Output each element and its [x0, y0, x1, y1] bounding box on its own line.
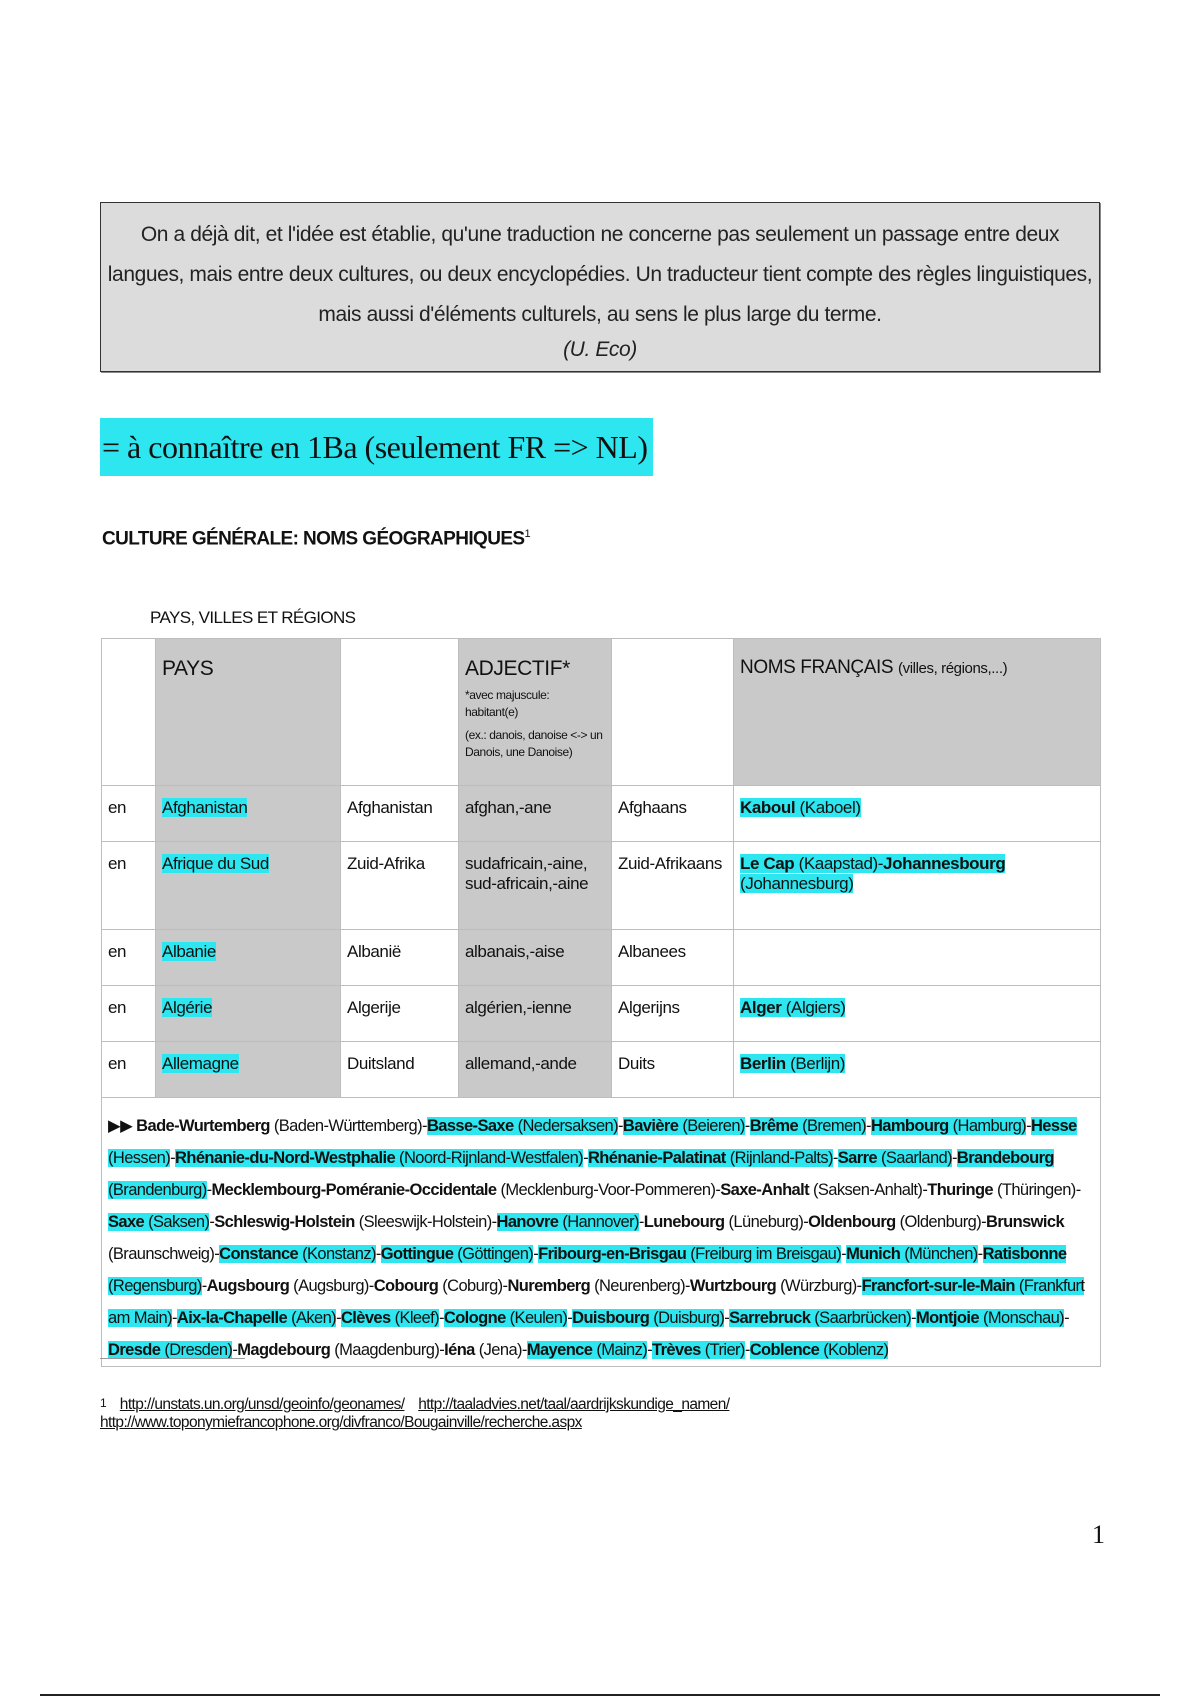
region-item — [219, 1245, 376, 1263]
region-item — [623, 1117, 745, 1135]
footnote — [100, 1396, 1200, 1432]
region-name-fr: Aix-la-Chapelle — [176, 1309, 288, 1327]
cell-pays-text: Afghanistan — [162, 798, 248, 817]
city-name — [740, 1054, 845, 1073]
region-item — [808, 1213, 981, 1231]
region-name-fr: Ratisbonne — [982, 1245, 1067, 1263]
region-name-nl: (Saksen) — [148, 1213, 210, 1231]
cell-prep-text: en — [108, 1054, 127, 1073]
cell-pays-nl-text: Algerije — [347, 998, 401, 1017]
section-title — [102, 528, 530, 550]
region-name-nl: (Göttingen) — [457, 1245, 534, 1263]
region-item — [341, 1309, 439, 1327]
city-name-nl: (Johannesburg) — [740, 874, 854, 893]
cell-pays — [156, 842, 341, 930]
region-item — [381, 1245, 533, 1263]
region-name-nl: (Konstanz) — [302, 1245, 376, 1263]
region-name-nl: (Hessen) — [108, 1149, 171, 1167]
footnote-link-unstats[interactable]: http://unstats.un.org/unsd/geoinfo/geonames/ — [119, 1396, 405, 1413]
header-adjectif — [459, 639, 612, 786]
city-name — [740, 998, 845, 1017]
cell-pays-text: Albanie — [162, 942, 216, 961]
city-name-fr: Alger — [740, 998, 782, 1017]
region-item — [136, 1117, 422, 1135]
cell-adjectif — [459, 986, 612, 1042]
region-name-fr: Bavière — [622, 1117, 679, 1135]
cell-pays-text: Afrique du Sud — [162, 854, 269, 873]
footnote-ref[interactable]: 1 — [524, 528, 530, 540]
cell-adjectif-text: algérien,-ienne — [465, 998, 572, 1017]
header-adjectif-nl — [612, 639, 734, 786]
cell-pays — [156, 930, 341, 986]
cell-adjectif-nl — [612, 1042, 734, 1098]
region-name-nl: (Saarbrücken) — [814, 1309, 912, 1327]
region-item — [538, 1245, 841, 1263]
cell-noms — [734, 1042, 1101, 1098]
cell-pays-nl-text: Albanië — [347, 942, 401, 961]
table-row — [102, 786, 1101, 842]
page-bottom-rule — [40, 1694, 1160, 1696]
region-item — [916, 1309, 1064, 1327]
region-name-nl: (Augsburg) — [293, 1277, 369, 1295]
region-item — [729, 1309, 911, 1327]
region-name-fr: Duisbourg — [572, 1309, 650, 1327]
table-row — [102, 1042, 1101, 1098]
cell-prep-text: en — [108, 854, 127, 873]
table-row — [102, 930, 1101, 986]
region-name-fr: Cologne — [443, 1309, 506, 1327]
region-item — [838, 1149, 952, 1167]
region-name-nl: (München) — [904, 1245, 978, 1263]
region-name-nl: (Saarland) — [880, 1149, 953, 1167]
region-name-fr: Schleswig-Holstein — [214, 1213, 355, 1231]
cell-prep-text: en — [108, 798, 127, 817]
region-name-fr: Hambourg — [870, 1117, 949, 1135]
cell-adjectif-nl-text: Zuid-Afrikaans — [618, 854, 722, 873]
city-name-fr: Berlin — [740, 1054, 786, 1073]
footnote-link-taaladvies[interactable]: http://taaladvies.net/taal/aardrijkskundige_namen/ — [418, 1396, 730, 1413]
region-name-fr: Nuremberg — [507, 1277, 591, 1295]
cell-pays — [156, 786, 341, 842]
region-item — [690, 1277, 857, 1295]
region-item — [846, 1245, 978, 1263]
footnote-link-toponymie[interactable]: http://www.toponymiefrancophone.org/divfranco/Bougainville/recherche.aspx — [100, 1414, 582, 1431]
region-name-nl: (Bremen) — [802, 1117, 867, 1135]
region-item — [720, 1181, 922, 1199]
region-item — [927, 1181, 1075, 1199]
cell-adjectif-text: afghan,-ane — [465, 798, 552, 817]
cell-pays — [156, 1042, 341, 1098]
region-item — [572, 1309, 724, 1327]
region-name-nl: (Koblenz) — [823, 1341, 889, 1359]
region-item — [108, 1213, 209, 1231]
city-name-fr: Le Cap — [740, 854, 795, 873]
cell-adjectif-nl-text: Duits — [618, 1054, 655, 1073]
region-name-nl: (Beieren) — [682, 1117, 745, 1135]
city-name-nl: (Kaboel) — [799, 798, 861, 817]
region-name-fr: Munich — [846, 1245, 901, 1263]
city-name-nl: (Kaapstad) — [798, 854, 878, 873]
subsection-title: PAYS, VILLES ET RÉGIONS — [150, 608, 356, 627]
region-name-nl: (Lüneburg) — [728, 1213, 804, 1231]
region-item — [237, 1341, 439, 1359]
region-name-fr: Sarre — [837, 1149, 877, 1167]
region-name-fr: Mecklembourg-Poméranie-Occidentale — [211, 1181, 497, 1199]
cell-pays-text: Allemagne — [162, 1054, 239, 1073]
footnote-rule — [100, 1358, 245, 1359]
quote-box — [100, 202, 1100, 372]
city-name-fr: Kaboul — [740, 798, 796, 817]
region-name-fr: Hesse — [1030, 1117, 1077, 1135]
region-item — [750, 1341, 889, 1359]
region-name-nl: (Trier) — [704, 1341, 745, 1359]
cell-pays — [156, 986, 341, 1042]
page-number: 1 — [1092, 1520, 1105, 1549]
region-name-fr: Francfort-sur-le-Main — [861, 1277, 1015, 1295]
region-name-nl: (Regensburg) — [108, 1277, 202, 1295]
region-item — [207, 1277, 369, 1295]
header-pays-nl — [341, 639, 459, 786]
cell-noms — [734, 986, 1101, 1042]
region-item — [214, 1213, 491, 1231]
region-name-nl: (Jena) — [478, 1341, 522, 1359]
city-name-fr: Johannesbourg — [883, 854, 1006, 873]
quote-author: (U. Eco) — [563, 338, 637, 361]
region-name-nl: (Maagdenburg) — [334, 1341, 440, 1359]
region-name-fr: Rhénanie-Palatinat — [587, 1149, 726, 1167]
region-name-fr: Fribourg-en-Brisgau — [538, 1245, 687, 1263]
region-name-nl: (Brandenburg) — [108, 1181, 207, 1199]
region-item — [444, 1341, 522, 1359]
region-name-fr: Iéna — [444, 1341, 475, 1359]
regions-list: Bade-Wurtemberg (Baden-Württemberg)-Basse-Saxe (Nedersaksen)-Bavière (Beieren)-Brême (Bremen)-Hambourg (Hamburg)-Hesse (Hessen)-Rhénanie-du-Nord-Westphalie (Noord-Rijnland-Westfalen)-Rhénanie-Palatinat (Rijnland-Palts)-Sarre (Saarland)-Brandebourg (Brandenburg)-Mecklembourg-Poméranie-Occidentale (Mecklenburg-Voor-Pommeren)-Saxe-Anhalt (Saksen-Anhalt)-Thuringe (Thüringen)-Saxe (Saksen)-Schleswig-Holstein (Sleeswijk-Holstein)-Hanovre (Hannover)-Lunebourg (Lüneburg)-Oldenbourg (Oldenburg)-Brunswick (Braunschweig)-Constance (Konstanz)-Gottingue (Göttingen)-Fribourg-en-Brisgau (Freiburg im Breisgau)-Munich (München)-Ratisbonne (Regensburg)-Augsbourg (Augsburg)-Cobourg (Coburg)-Nuremberg (Neurenberg)-Wurtzbourg (Würzburg)-Francfort-sur-le-Main (Frankfurt am Main)-Aix-la-Chapelle (Aken)-Clèves (Kleef)-Cologne (Keulen)-Duisbourg (Duisburg)-Sarrebruck (Saarbrücken)-Montjoie (Monschau)-Dresde (Dresden)-Magdebourg (Maagdenburg)-Iéna (Jena)-Mayence (Mainz)-Trèves (Trier)-Coblence (Koblenz) — [108, 1117, 1085, 1359]
cell-adjectif — [459, 1042, 612, 1098]
region-name-nl: (Hamburg) — [952, 1117, 1027, 1135]
cell-adjectif — [459, 786, 612, 842]
cell-prep — [102, 986, 156, 1042]
cell-adjectif-nl-text: Afghaans — [618, 798, 687, 817]
region-name-nl: (Braunschweig) — [108, 1245, 215, 1263]
header-adjectif-example: (ex.: danois, danoise <-> un Danois, une Danoise) — [465, 728, 603, 759]
region-name-fr: Lunebourg — [643, 1213, 725, 1231]
region-name-fr: Magdebourg — [237, 1341, 331, 1359]
cell-prep — [102, 1042, 156, 1098]
region-name-fr: Clèves — [340, 1309, 391, 1327]
city-name-nl: (Berlijn) — [790, 1054, 846, 1073]
region-name-nl: (Frankfurt am Main) — [108, 1277, 1085, 1327]
cell-prep-text: en — [108, 942, 127, 961]
region-name-nl: (Dresden) — [164, 1341, 233, 1359]
region-item — [444, 1309, 567, 1327]
header-noms-label: NOMS FRANÇAIS — [740, 657, 894, 678]
region-name-nl: (Thüringen) — [996, 1181, 1076, 1199]
region-name-fr: Saxe-Anhalt — [720, 1181, 810, 1199]
city-name: -Johannesbourg (Johannesburg) — [740, 854, 1006, 893]
region-name-nl: (Kleef) — [394, 1309, 439, 1327]
regions-marker: ▶▶ — [108, 1117, 133, 1135]
cell-adjectif-nl-text: Algerijns — [618, 998, 680, 1017]
region-name-fr: Hanovre — [496, 1213, 559, 1231]
cell-adjectif-text: sudafricain,-aine, sud-africain,-aine — [465, 854, 589, 893]
region-name-fr: Montjoie — [915, 1309, 979, 1327]
region-name-nl: (Nedersaksen) — [517, 1117, 618, 1135]
region-name-fr: Oldenbourg — [808, 1213, 896, 1231]
region-name-fr: Thuringe — [927, 1181, 993, 1199]
cell-prep — [102, 930, 156, 986]
region-name-nl: (Rijnland-Palts) — [729, 1149, 833, 1167]
region-name-fr: Wurtzbourg — [689, 1277, 777, 1295]
cell-pays-nl — [341, 786, 459, 842]
cell-noms — [734, 786, 1101, 842]
region-item — [652, 1341, 745, 1359]
region-name-fr: Constance — [219, 1245, 299, 1263]
region-item — [177, 1309, 336, 1327]
cell-prep-text: en — [108, 998, 127, 1017]
cell-adjectif — [459, 930, 612, 986]
table-header-row — [102, 639, 1101, 786]
cell-prep — [102, 842, 156, 930]
header-pays: PAYS — [156, 639, 341, 786]
region-name-fr: Saxe — [108, 1213, 145, 1231]
header-adjectif-note: *avec majuscule: habitant(e) — [465, 688, 550, 719]
region-item — [108, 1341, 232, 1359]
region-item — [644, 1213, 803, 1231]
cell-noms — [734, 842, 1101, 930]
region-item — [175, 1149, 583, 1167]
regions-row — [102, 1098, 1101, 1367]
region-item — [507, 1277, 685, 1295]
region-name-nl: (Freiburg im Breisgau) — [690, 1245, 842, 1263]
region-name-fr: Trèves — [652, 1341, 701, 1359]
region-item — [871, 1117, 1026, 1135]
region-name-fr: Sarrebruck — [729, 1309, 811, 1327]
header-adjectif-label: ADJECTIF* — [465, 657, 570, 680]
region-name-nl: (Sleeswijk-Holstein) — [358, 1213, 492, 1231]
cell-adjectif — [459, 842, 612, 930]
cell-pays-text: Algérie — [162, 998, 213, 1017]
cell-pays-nl-text: Zuid-Afrika — [347, 854, 425, 873]
region-item — [212, 1181, 716, 1199]
cell-adjectif-nl — [612, 842, 734, 930]
geo-names-table — [101, 638, 1101, 1367]
cell-adjectif-nl — [612, 786, 734, 842]
cell-adjectif-nl — [612, 930, 734, 986]
region-name-fr: Brunswick — [986, 1213, 1065, 1231]
regions-cell — [102, 1098, 1101, 1367]
city-name-nl: (Algiers) — [785, 998, 846, 1017]
region-name-nl: (Saksen-Anhalt) — [813, 1181, 923, 1199]
region-name-nl: (Keulen) — [509, 1309, 568, 1327]
region-name-nl: (Aken) — [291, 1309, 337, 1327]
region-name-nl: (Duisburg) — [653, 1309, 725, 1327]
region-name-fr: Basse-Saxe — [426, 1117, 514, 1135]
region-name-nl: (Noord-Rijnland-Westfalen) — [399, 1149, 584, 1167]
header-noms-sub: (villes, régions,...) — [898, 660, 1008, 677]
city-name — [740, 854, 878, 873]
region-name-fr: Brême — [749, 1117, 799, 1135]
region-name-fr: Dresde — [108, 1341, 161, 1359]
table-row — [102, 842, 1101, 930]
region-name-nl: (Würzburg) — [780, 1277, 857, 1295]
region-item — [527, 1341, 647, 1359]
cell-pays-nl — [341, 842, 459, 930]
cell-prep — [102, 786, 156, 842]
region-name-fr: Brandebourg — [956, 1149, 1054, 1167]
region-name-fr: Rhénanie-du-Nord-Westphalie — [175, 1149, 396, 1167]
cell-adjectif-text: allemand,-ande — [465, 1054, 577, 1073]
region-item — [750, 1117, 866, 1135]
region-name-nl: (Oldenburg) — [899, 1213, 982, 1231]
region-name-nl: (Coburg) — [442, 1277, 503, 1295]
region-name-fr: Coblence — [749, 1341, 820, 1359]
region-name-fr: Cobourg — [373, 1277, 439, 1295]
region-item — [427, 1117, 618, 1135]
region-item — [497, 1213, 639, 1231]
cell-pays-nl — [341, 1042, 459, 1098]
region-name-nl: (Mainz) — [596, 1341, 648, 1359]
region-name-fr: Mayence — [526, 1341, 593, 1359]
region-name-fr: Augsbourg — [206, 1277, 290, 1295]
highlight-legend: = à connaître en 1Ba (seulement FR => NL) — [100, 418, 653, 476]
header-prep — [102, 639, 156, 786]
section-title-text: CULTURE GÉNÉRALE: NOMS GÉOGRAPHIQUES — [102, 528, 525, 550]
region-name-nl: (Baden-Württemberg) — [273, 1117, 423, 1135]
cell-adjectif-nl-text: Albanees — [618, 942, 686, 961]
header-noms — [734, 639, 1101, 786]
footnote-number: 1 — [100, 1396, 107, 1410]
cell-noms — [734, 930, 1101, 986]
region-name-fr: Gottingue — [380, 1245, 454, 1263]
region-item — [374, 1277, 503, 1295]
region-name-nl: (Mecklenburg-Voor-Pommeren) — [500, 1181, 716, 1199]
region-name-nl: (Monschau) — [982, 1309, 1065, 1327]
region-name-nl: (Hannover) — [562, 1213, 639, 1231]
cell-pays-nl — [341, 986, 459, 1042]
cell-pays-nl-text: Afghanistan — [347, 798, 433, 817]
cell-adjectif-text: albanais,-aise — [465, 942, 565, 961]
region-item — [588, 1149, 833, 1167]
city-name — [740, 798, 861, 817]
quote-text: On a déjà dit, et l'idée est établie, qu'une traduction ne concerne pas seulement un passage entre deux langues, mais entre deux cultures, ou deux encyclopédies. Un traducteur tient compte des règles linguistiques, mais aussi d'éléments culturels, au sens le plus large du terme. — [107, 223, 1093, 326]
table-row — [102, 986, 1101, 1042]
cell-pays-nl-text: Duitsland — [347, 1054, 415, 1073]
region-name-nl: (Neurenberg) — [594, 1277, 685, 1295]
region-name-fr: Bade-Wurtemberg — [136, 1117, 270, 1135]
cell-pays-nl — [341, 930, 459, 986]
cell-adjectif-nl — [612, 986, 734, 1042]
